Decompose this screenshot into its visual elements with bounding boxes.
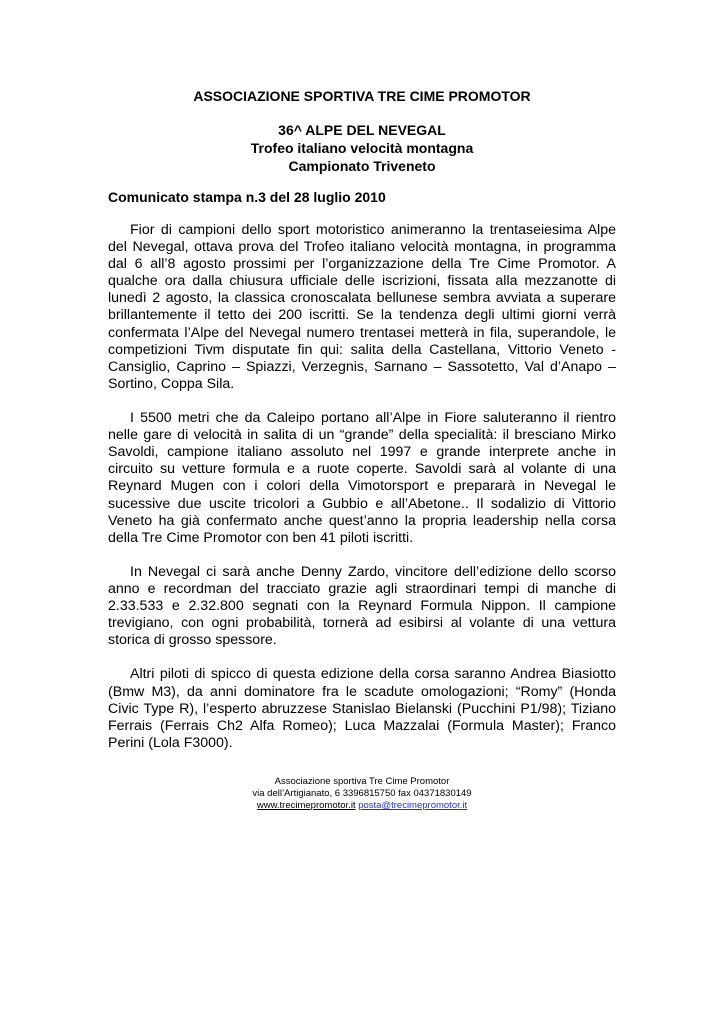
event-heading (0, 121, 724, 175)
championship-title: Campionato Triveneto (288, 158, 436, 174)
article-body (108, 222, 616, 769)
footer-name: Associazione sportiva Tre Cime Promotor (274, 776, 450, 787)
website-link[interactable]: www.trecimepromotor.it (256, 800, 356, 811)
paragraph: Altri piloti di spicco di questa edizione della corsa saranno Andrea Biasiotto (Bmw M3), da anni dominatore fra le scadute omologazioni; “Romy” (Honda Civic Type R), l’esperto abruzzese Stanislao Bielanski (Pucchini P1/98); Tiziano Ferrais (Ferrais Ch2 Alfa Romeo); Luca Mazzalai (Formula Master); Franco Perini (Lola F3000). (108, 666, 616, 751)
email-link[interactable]: posta@trecimepromotor.it (358, 800, 468, 811)
footer (0, 776, 724, 812)
footer-links (0, 800, 724, 812)
paragraph: Fior di campioni dello sport motoristico animeranno la trentaseiesima Alpe del Nevegal, ottava prova del Trofeo italiano velocità montagna, in programma dal 6 all’8 agosto prossimi per l’organizzazione della Tre Cime Promotor. A qualche ora dalla chiusura ufficiale delle iscrizioni, fissata alla mezzanotte di lunedì 2 agosto, la classica cronoscalata bellunese sembra avviata a superare brillantemente il tetto dei 200 iscritti. Se la tendenza degli ultimi giorni verrà confermata l’Alpe del Nevegal numero trentasei metterà in fila, superandole, le competizioni Tivm disputate fin qui: salita della Castellana, Vittorio Veneto - Cansiglio, Caprino – Spiazzi, Verzegnis, Sarnano – Sassotetto, Val d’Anapo – Sortino, Coppa Sila. (108, 222, 616, 392)
paragraph: In Nevegal ci sarà anche Denny Zardo, vincitore dell’edizione dello scorso anno e recordman del tracciato grazie agli straordinari tempi di manche di 2.33.533 e 2.32.800 segnati con la Reynard Formula Nippon. Il campione trevigiano, con ogni probabilità, tornerà ad esibirsi al volante di una vettura storica di grosso spessore. (108, 563, 616, 649)
footer-address: via dell’Artigianato, 6 3396815750 fax 04371830149 (252, 788, 472, 799)
press-release-heading: Comunicato stampa n.3 del 28 luglio 2010 (108, 189, 386, 205)
event-title: 36^ ALPE DEL NEVEGAL (278, 122, 446, 138)
trophy-title: Trofeo italiano velocità montagna (250, 140, 474, 156)
organization-title: ASSOCIAZIONE SPORTIVA TRE CIME PROMOTOR (193, 88, 531, 104)
paragraph: I 5500 metri che da Caleipo portano all’Alpe in Fiore saluteranno il rientro nelle gare di velocità in salita di un “grande” della specialità: il bresciano Mirko Savoldi, campione italiano assoluto nel 1997 e grande interprete anche in circuito su vetture formula e a ruote coperte. Savoldi sarà al volante di una Reynard Mugen con i colori della Vimotorsport e prepararà in Nevegal le sucessive due uscite tricolori a Gubbio e all’Abetone.. Il sodalizio di Vittorio Veneto ha già confermato anche quest’anno la propria leadership nella corsa della Tre Cime Promotor con ben 41 piloti iscritti. (108, 410, 616, 546)
